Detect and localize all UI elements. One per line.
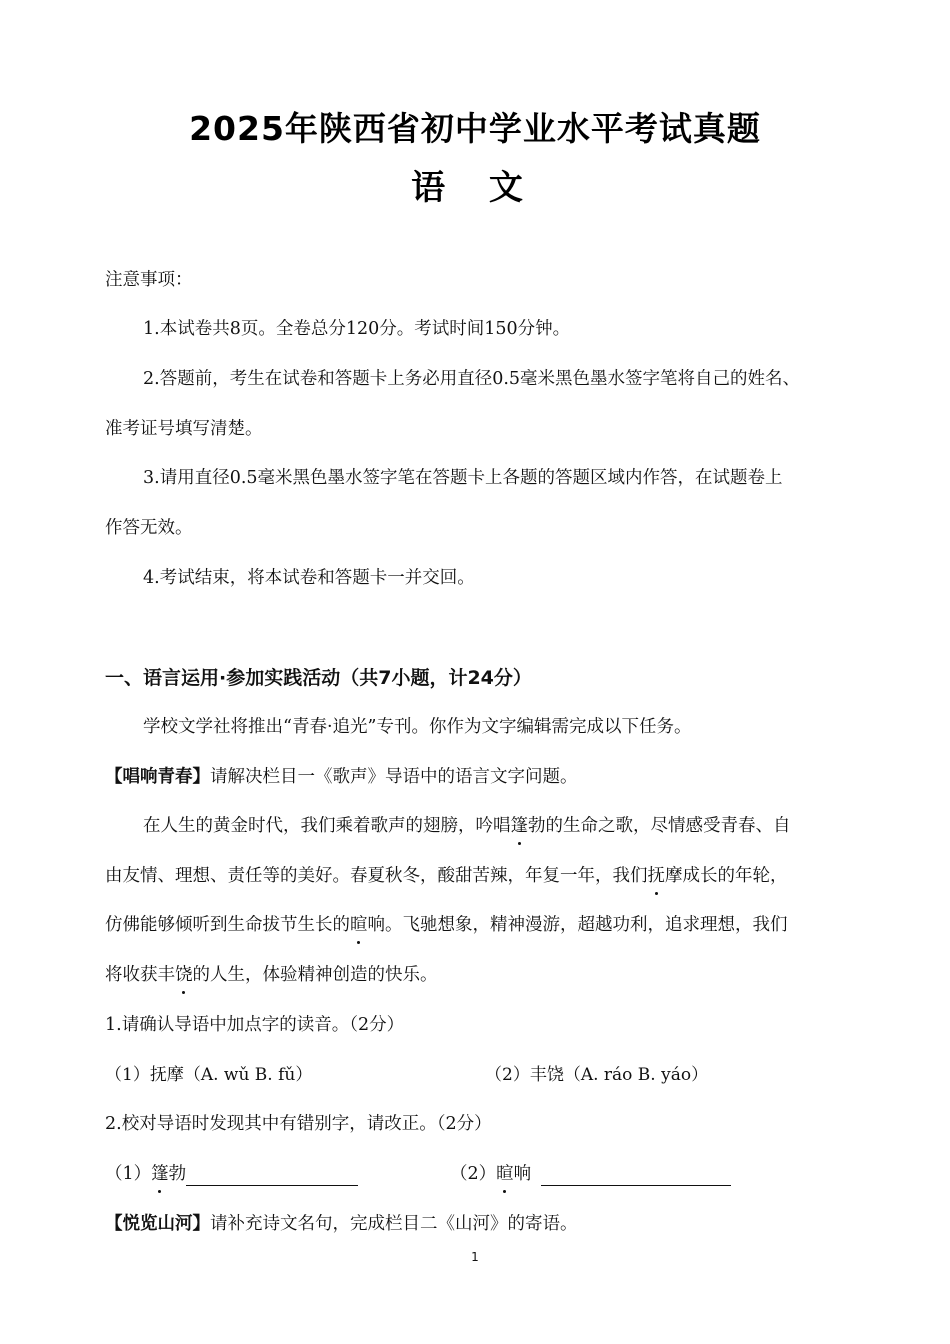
question-2-stem: 2.校对导语时发现其中有错别字，请改正。（2分） bbox=[105, 1114, 492, 1134]
part-word: 勃 bbox=[168, 1164, 187, 1184]
dotted-char: 暄 bbox=[350, 915, 368, 935]
passage-text: 将收获丰 bbox=[105, 965, 175, 985]
column-1-text: 请解决栏目一《歌声》导语中的语言文字问题。 bbox=[210, 767, 578, 787]
note-item-1: 1.本试卷共8页。全卷总分120分。考试时间150分钟。 bbox=[143, 319, 571, 339]
passage-text: 的人生，体验精神创造的快乐。 bbox=[192, 965, 438, 985]
passage-text: 由友情、理想、责任等的美好。春夏秋冬，酸甜苦辣，年复一年，我们 bbox=[105, 866, 648, 886]
column-1-prompt bbox=[105, 765, 855, 789]
note-item-2-line-2: 准考证号填写清楚。 bbox=[105, 419, 263, 439]
note-item-3-line-2: 作答无效。 bbox=[105, 518, 193, 538]
question-1-stem: 1.请确认导语中加点字的读音。（2分） bbox=[105, 1015, 405, 1035]
section-intro: 学校文学社将推出“青春·追光”专刊。你作为文字编辑需完成以下任务。 bbox=[143, 717, 692, 737]
part-prefix: （1） bbox=[105, 1164, 152, 1184]
answer-blank-1[interactable] bbox=[186, 1165, 358, 1186]
question-1-option-1: （1）抚摩（A. wǔ B. fǔ） bbox=[105, 1065, 313, 1085]
dotted-char: 篷 bbox=[510, 816, 528, 836]
passage-text: 摩成长的年轮， bbox=[665, 866, 788, 886]
dotted-char: 饶 bbox=[175, 965, 193, 985]
column-2-text: 请补充诗文名句，完成栏目二《山河》的寄语。 bbox=[210, 1214, 578, 1234]
column-2-label: 【悦览山河】 bbox=[105, 1214, 210, 1234]
passage-line-4 bbox=[105, 963, 855, 987]
passage-text: 在人生的黄金时代，我们乘着歌声的翅膀，吟唱 bbox=[143, 816, 511, 836]
page-number: 1 bbox=[471, 1250, 479, 1264]
passage-line-3 bbox=[105, 913, 855, 937]
notes-heading: 注意事项： bbox=[105, 270, 193, 290]
answer-blank-2[interactable] bbox=[541, 1165, 731, 1186]
passage-text: 勃的生命之歌，尽情感受青春、自 bbox=[528, 816, 791, 836]
exam-title: 2025年陕西省初中学业水平考试真题 bbox=[189, 109, 761, 148]
note-item-3-line-1: 3.请用直径0.5毫米黑色墨水签字笔在答题卡上各题的答题区域内作答，在试题卷上 bbox=[143, 468, 783, 488]
part-prefix: （2） bbox=[450, 1164, 497, 1184]
dotted-char: 篷 bbox=[151, 1164, 169, 1184]
dotted-char: 抚 bbox=[647, 866, 665, 886]
passage-text: 响。飞驰想象，精神漫游，超越功利，追求理想，我们 bbox=[367, 915, 788, 935]
passage-line-1 bbox=[143, 814, 855, 838]
column-2-prompt bbox=[105, 1212, 855, 1236]
passage-line-2 bbox=[105, 864, 855, 888]
column-1-label: 【唱响青春】 bbox=[105, 767, 210, 787]
subject-title: 语 文 bbox=[411, 168, 539, 208]
dotted-char: 暄 bbox=[496, 1164, 514, 1184]
note-item-2-line-1: 2.答题前，考生在试卷和答题卡上务必用直径0.5毫米黑色墨水签字笔将自己的姓名、 bbox=[143, 369, 801, 389]
question-2-part-2 bbox=[450, 1162, 731, 1186]
section-heading: 一、语言运用·参加实践活动（共7小题，计24分） bbox=[105, 667, 532, 689]
question-1-option-2: （2）丰饶（A. ráo B. yáo） bbox=[485, 1065, 709, 1085]
question-2-part-1 bbox=[105, 1162, 358, 1186]
note-item-4: 4.考试结束，将本试卷和答题卡一并交回。 bbox=[143, 568, 475, 588]
part-word: 响 bbox=[513, 1164, 532, 1184]
passage-text: 仿佛能够倾听到生命拔节生长的 bbox=[105, 915, 350, 935]
